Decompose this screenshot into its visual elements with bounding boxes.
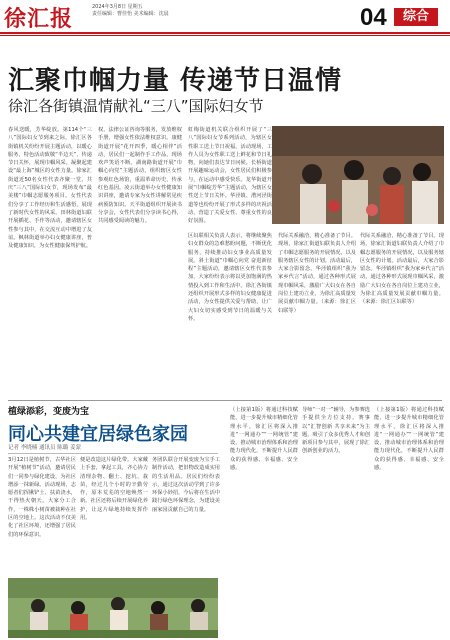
story2-column-1: 3月12日是植树节，古华社区开展“植树节”活动，邀请居民们一同参与绿化建设，为社区增添一抹新绿。活动现场，志愿者们挥锹铲土、扶苗浇水，干得热火朝天。大家分工合作，一株株小树苗被栽种在社区的空地上。这次活动不仅美化了社区环境，还增强了居民们的环保意识。: [8, 457, 76, 538]
lead-column-5: 代际关系融洽，精心准备了节目。现场，徐家汇街道妇联负责人介绍了巾帼志愿服务的开展情况，以及服务辖区女性的计划。活动最后，大家合影留念。华泾镇组织“我为家乡代言”活动，通过各种形式展现巾帼风采，激励广大妇女在各自岗位上建功立业，为徐汇高质量发展贡献巾帼力量。（来源：徐汇区妇联等）: [360, 233, 444, 306]
issue-editors: 责任编辑：曹佳怡 美术编辑：沈晨: [92, 11, 169, 17]
lead-photo: [272, 126, 444, 224]
newspaper-logo: 徐汇报: [4, 6, 74, 32]
story2-headline: 同心共建宜居绿色家园: [8, 424, 188, 445]
issue-date: 2024年3月8日 星期五: [92, 4, 143, 10]
story2-photo: [8, 578, 218, 638]
page-number: 04: [360, 4, 387, 31]
story2-column-2: 便是改造这片绿化带。大家戴上手套，拿起工具，齐心协力清理杂物、翻土、挖坑、栽苗，经过几个小时的辛勤劳作，原本荒芜的空地焕然一新。社区还将后续开展绿化养护，让这片绿地持续发挥作用。: [80, 457, 148, 522]
continued-column: （上接第1版）将通过科技赋能，进一步提升城市精细化管理水平。徐汇区将深入推进“一网通办”“一网统管”建设，推动城市治理体系和治理能力现代化，不断提升人民群众的获得感、幸福感、安全感。: [230, 407, 298, 472]
section-badge: 综合: [394, 8, 438, 26]
masthead-rule-thin: [0, 35, 450, 36]
right-column-1: 导师“一对一”辅导，为参赛选手提供全方位支持。赛事以“汇智创新 共享未来”为主题，吸引了众多优秀人才和创新项目参与其中，展现了徐汇创新创业的活力。: [302, 407, 370, 455]
story2-column-3: 务团队联合开展变废为宝手工制作活动，把旧物改造成实用的生活用品。居民们纷纷表示，通过这次活动学到了许多环保小妙招，今后将在生活中践行绿色环保理念，为建设美丽家园贡献自己的力量。: [152, 457, 220, 513]
lead-subhead: 徐汇各街镇温情献礼“三八”国际妇女节: [8, 97, 264, 115]
story2-kicker: 植绿添彩，变废为宝: [8, 407, 90, 417]
lead-column-1: 春风送暖，芳华绽放。第114个“三八”国际妇女节到来之际，徐汇区各街镇机关纷纷开展主题活动，以暖心服务、特色活动致敬“半边天”，传递节日关怀，展现巾帼风采。凝聚起建设“最上海”城区的女性力量。徐家汇街道近50名女性代表齐聚一堂，共庆“三八”国际妇女节，现场发布“最美楼”巾帼志愿服务项目。女性代表们分享了工作经历和生活感悟，展现了新时代女性的风采。田林街道妇联开展插花、手作等活动，邀请辖区女性参与其中，在交流互动中增进了友谊。枫林街道举办妇女健康讲座，普及健康知识，为女性健康保驾护航。: [8, 127, 92, 250]
section-divider: [8, 400, 442, 401]
right-column-2: （上接第1版）将通过科技赋能，进一步提升城市精细化管理水平。徐汇区将深入推进“一网通办”“一网统管”建设，推动城市治理体系和治理能力现代化，不断提升人民群众的获得感、幸福感、安全感。: [374, 407, 444, 472]
masthead: [0, 0, 450, 34]
lead-column-3: 虹梅街道机关联合组织开展了“三八”国际妇女节系列活动，为辖区女性职工送上节日祝福。活动现场，工作人员为女性职工送上鲜花和节日礼物，向她们表达节日问候。长桥街道开展趣味运动会，女性居民们积极参与，在运动中感受快乐。龙华街道开展“巾帼绽芳华”主题活动，为辖区女性送上节日关怀。华泾镇、漕河泾街道等也纷纷开展了形式多样的庆祝活动，营造了关爱女性、尊重女性的良好氛围。: [188, 127, 272, 225]
lead-column-4: 区妇联相关负责人表示，将继续聚焦妇女群众的急难愁盼问题，不断优化服务，持续推动妇女事业高质量发展。斜土街道“巾帼心向党 奋进新征程”主题活动，邀请辖区女性代表参加，大家纷纷表示将以更加饱满的热情投入到工作和生活中。徐汇各街镇还组织开展形式多样的妇女健康促进活动，为女性提供关爱与帮助，让广大妇女切实感受到节日的温暖与关怀。: [188, 233, 272, 322]
issue-meta: [92, 4, 169, 18]
lead-column-2: 权、法律公证咨询等服务，发放维权手册，增强女性依法维权意识。康健街道开展“花开四季，暖心相伴”活动，居民们一起制作手工作品，现场欢声笑语不断。湖南路街道开展“巾帼心向党”主题活动，组织辖区女性参观红色场馆，重温革命历史，传承红色基因。凌云街道举办女性健康知识讲座，邀请专家为女性讲解常见疾病预防知识。天平街道组织开展读书分享会，女性代表们分享读书心得，共同感受阅读的魅力。: [98, 127, 182, 225]
masthead-rule: [0, 32, 450, 34]
lead-headline: 汇聚巾帼力量 传递节日温情: [8, 66, 343, 96]
lead-column-4b: 代际关系融洽，精心准备了节目。现场，徐家汇街道妇联负责人介绍了巾帼志愿服务的开展情况，以及服务辖区女性的计划。活动最后，大家合影留念。华泾镇组织“我为家乡代言”活动，通过各种形式展现巾帼风采，激励广大妇女在各自岗位上建功立业，为徐汇高质量发展贡献巾帼力量。（来源：徐汇区妇联等）: [278, 233, 356, 314]
story2-byline: 记者 李晓楠 通讯员 陈璐 姜蒙: [8, 443, 218, 454]
